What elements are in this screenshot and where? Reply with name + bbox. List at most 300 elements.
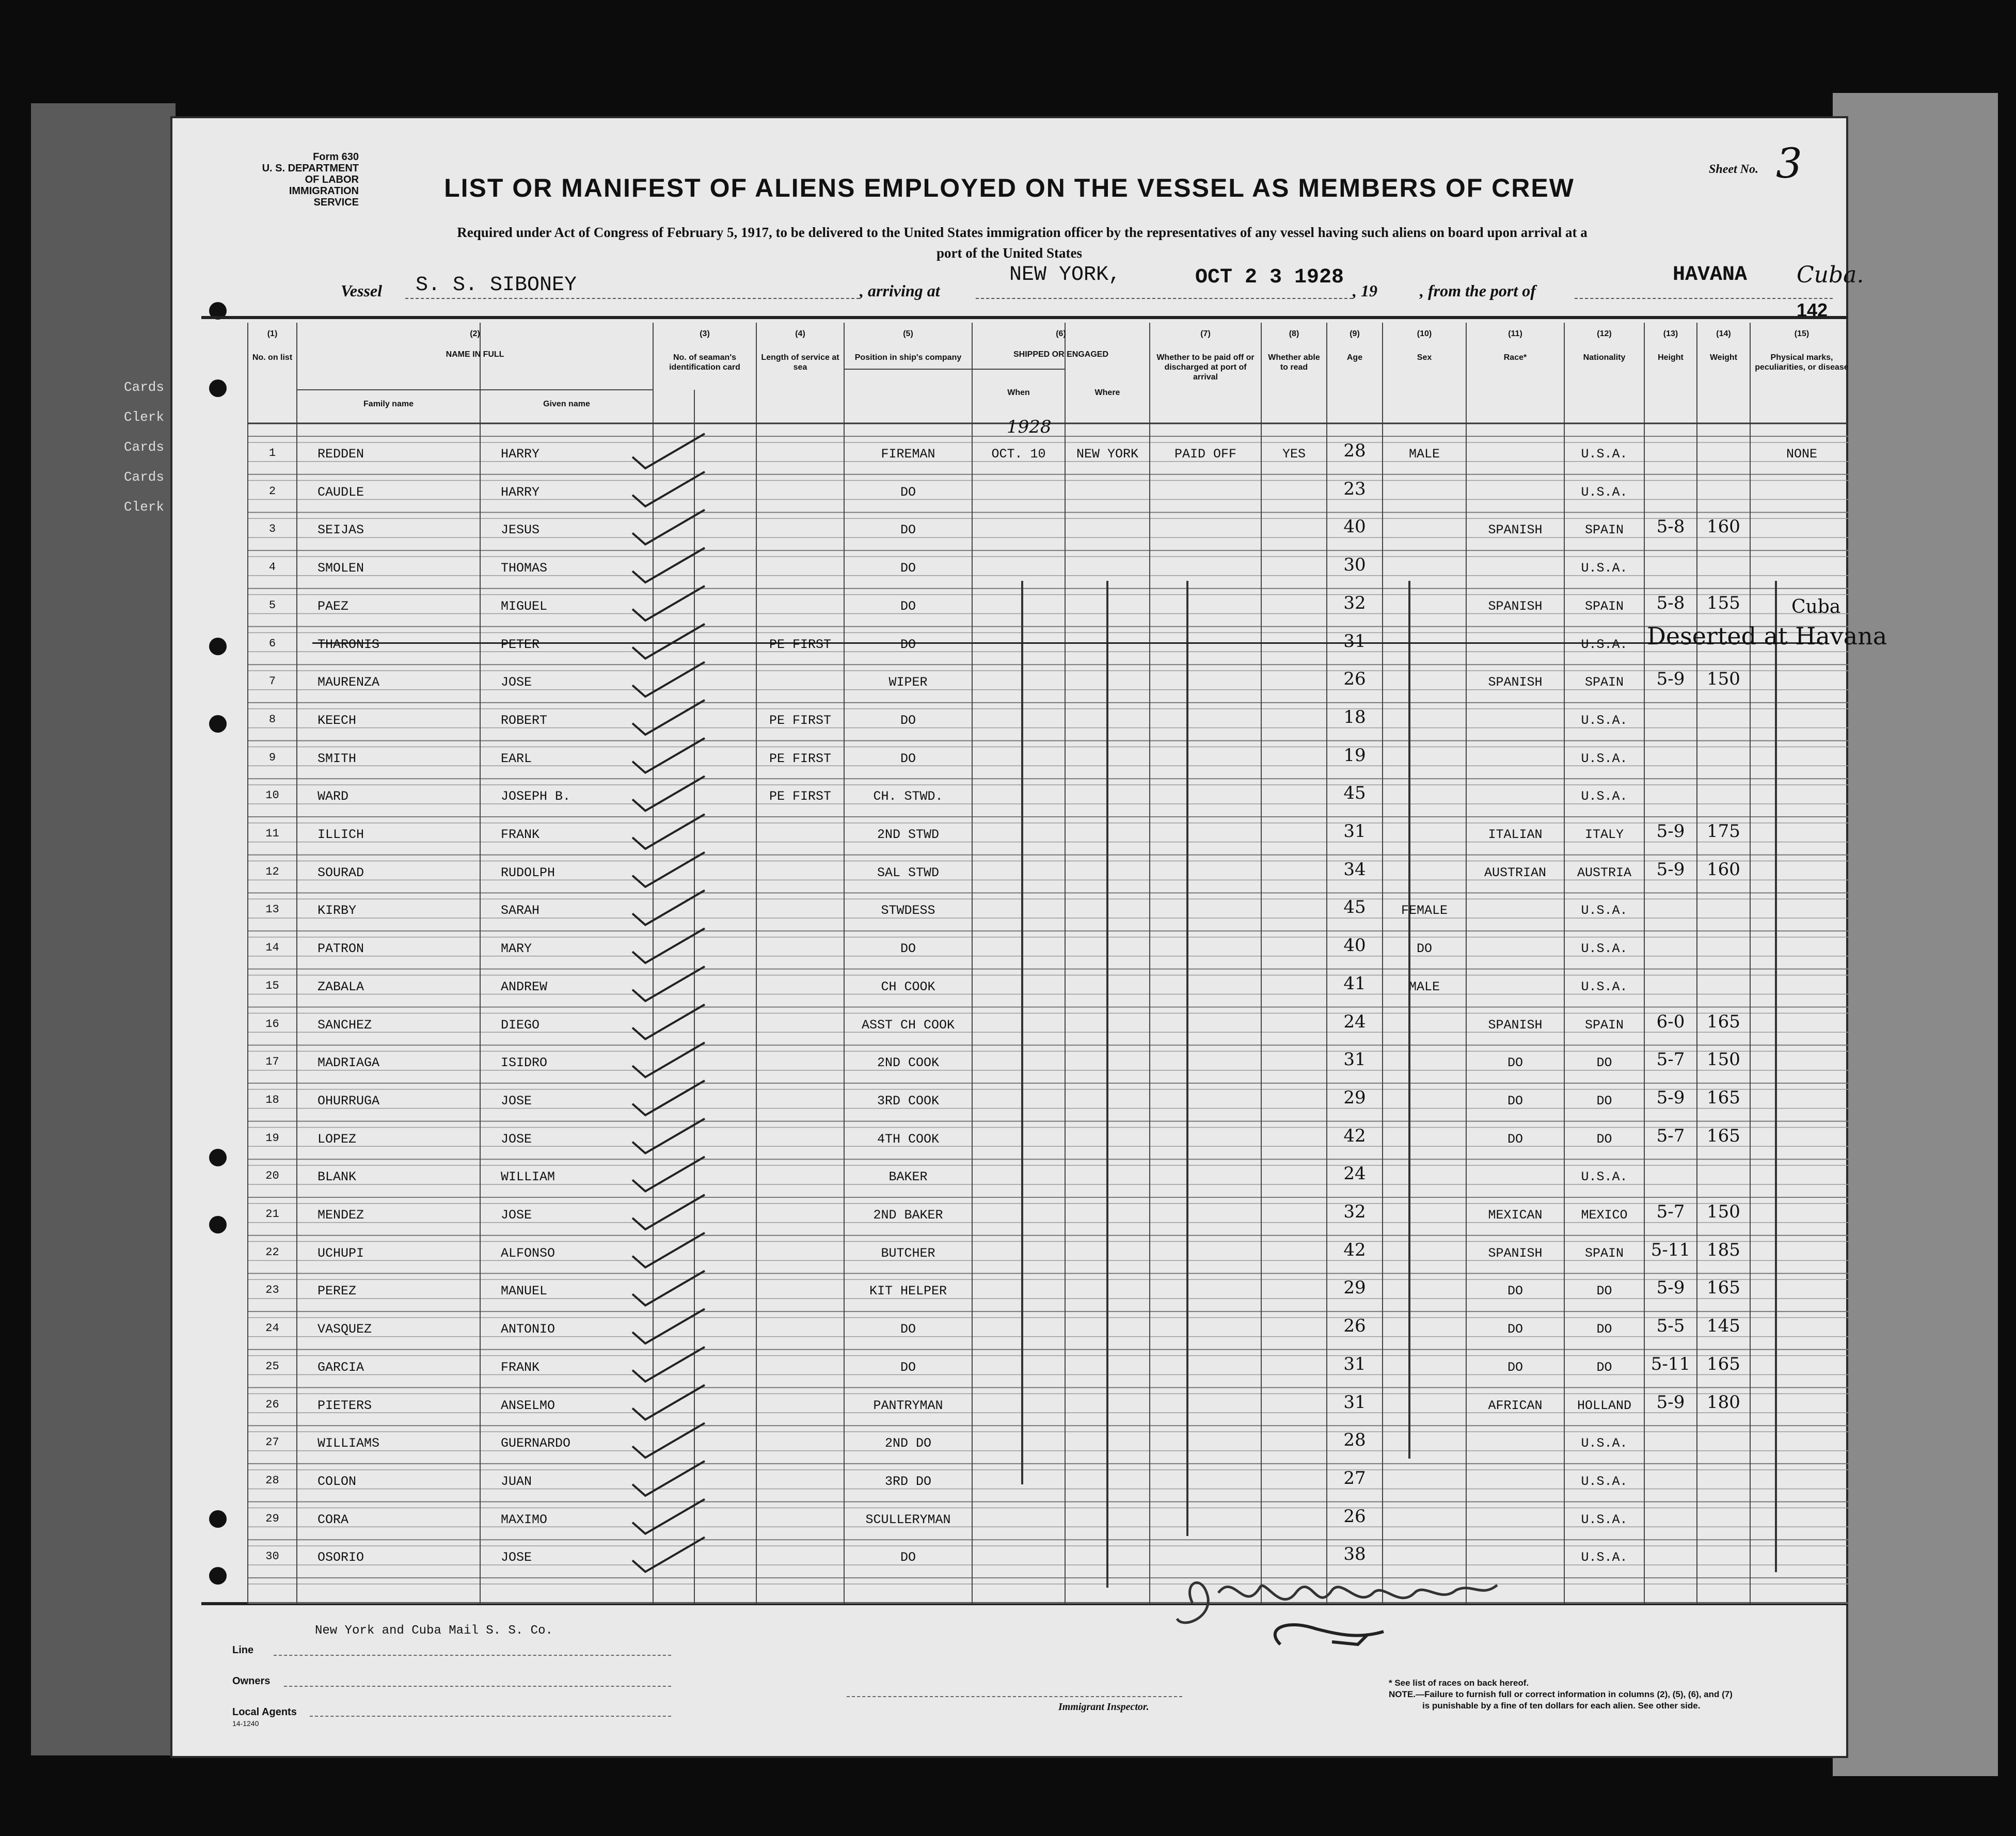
column-header-c12: Nationality xyxy=(1583,353,1626,362)
cell-nationality: SPAIN xyxy=(1584,598,1624,614)
cell-family: UCHUPI xyxy=(318,1245,364,1261)
cell-nationality: U.S.A. xyxy=(1581,447,1628,462)
column-number-c12: (12) xyxy=(1597,329,1612,338)
cell-position: CH. STWD. xyxy=(873,789,943,804)
cell-no: 14 xyxy=(265,941,279,955)
arriving-port: NEW YORK, xyxy=(1009,263,1121,287)
cell-family: LOPEZ xyxy=(318,1131,357,1147)
cell-position: DO xyxy=(900,523,916,538)
column-header-c2: NAME IN FULL xyxy=(446,350,504,359)
cell-given: HARRY xyxy=(501,447,540,462)
column-number-c9: (9) xyxy=(1350,329,1360,338)
cell-given: JOSE xyxy=(501,675,532,690)
cell-nationality: DO xyxy=(1596,1284,1612,1299)
cell-height: 5-11 xyxy=(1650,1239,1691,1260)
column-header-c1: No. on list xyxy=(252,353,293,362)
cell-family: WARD xyxy=(318,789,349,804)
cell-age: 45 xyxy=(1343,897,1366,918)
cell-sex: FEMALE xyxy=(1401,903,1448,919)
cell-no: 28 xyxy=(265,1474,279,1487)
cell-race: SPANISH xyxy=(1488,523,1543,538)
column-number-c14: (14) xyxy=(1716,329,1731,338)
cell-given: JOSE xyxy=(501,1131,532,1147)
deserted-annotation: Deserted at Havana xyxy=(1647,622,1887,650)
cell-age: 26 xyxy=(1343,1506,1366,1527)
cell-age: 31 xyxy=(1343,821,1366,842)
cell-age: 26 xyxy=(1343,1316,1366,1337)
cell-age: 41 xyxy=(1343,973,1366,994)
cell-given: DIEGO xyxy=(501,1017,540,1033)
cell-family: SOURAD xyxy=(318,865,364,880)
cell-given: ANDREW xyxy=(501,979,548,994)
cell-family: PEREZ xyxy=(318,1284,357,1299)
cell-no: 3 xyxy=(268,523,276,536)
cell-race: DO xyxy=(1507,1284,1523,1299)
cell-read: YES xyxy=(1282,447,1306,462)
cell-height: 5-8 xyxy=(1656,516,1685,537)
column-number-c1: (1) xyxy=(267,329,278,338)
cell-weight: 160 xyxy=(1707,859,1740,880)
cell-family: VASQUEZ xyxy=(318,1322,372,1337)
cell-age: 34 xyxy=(1343,859,1366,880)
cell-race: ITALIAN xyxy=(1488,827,1543,842)
cell-nationality: SPAIN xyxy=(1584,675,1624,690)
cell-position: DO xyxy=(900,598,916,614)
side-label: Clerk xyxy=(124,409,165,425)
cell-height: 5-7 xyxy=(1656,1049,1685,1070)
vessel-name: S. S. SIBONEY xyxy=(416,274,577,297)
cell-family: SANCHEZ xyxy=(318,1017,372,1033)
year-label: , 19 xyxy=(1353,281,1377,300)
cell-race: AFRICAN xyxy=(1488,1398,1543,1413)
cell-age: 24 xyxy=(1343,1163,1366,1184)
cell-no: 29 xyxy=(265,1512,279,1525)
cell-given: MIGUEL xyxy=(501,598,548,614)
cell-nationality: DO xyxy=(1596,1093,1612,1109)
column-header-c10: Sex xyxy=(1417,353,1432,362)
cell-position: DO xyxy=(900,1322,916,1337)
cell-no: 11 xyxy=(265,827,279,840)
cell-weight: 150 xyxy=(1707,669,1740,690)
cell-no: 13 xyxy=(265,903,279,916)
column-header-c14: Weight xyxy=(1709,353,1738,362)
column-number-c7: (7) xyxy=(1200,329,1211,338)
cell-no: 23 xyxy=(265,1284,279,1297)
cell-family: KIRBY xyxy=(318,903,357,919)
department: U. S. DEPARTMENT OF LABOR xyxy=(262,163,359,185)
cell-nationality: SPAIN xyxy=(1584,1017,1624,1033)
cell-race: DO xyxy=(1507,1055,1523,1071)
cell-no: 17 xyxy=(265,1055,279,1069)
column-number-c15: (15) xyxy=(1794,329,1809,338)
cell-given: THOMAS xyxy=(501,561,548,576)
fine-note-line1: NOTE.—Failure to furnish full or correct information in columns (2), (5), (6), and (7) xyxy=(1389,1689,1733,1699)
cell-nationality: DO xyxy=(1596,1055,1612,1071)
cell-nationality: AUSTRIA xyxy=(1577,865,1632,880)
column-subheader-c2a: Family name xyxy=(363,400,414,408)
cell-weight: 155 xyxy=(1707,592,1740,613)
cell-position: 2ND COOK xyxy=(877,1055,940,1071)
year-note: 1928 xyxy=(1007,417,1052,437)
cell-height: 5-11 xyxy=(1650,1353,1691,1374)
cell-family: ILLICH xyxy=(318,827,364,842)
cell-given: ROBERT xyxy=(501,713,548,728)
cuba-annotation: Cuba xyxy=(1791,596,1841,618)
sheet-label: Sheet No. xyxy=(1709,163,1758,176)
cell-family: MADRIAGA xyxy=(318,1055,380,1071)
cell-given: ANSELMO xyxy=(501,1398,555,1413)
cell-given: ANTONIO xyxy=(501,1322,555,1337)
cell-no: 21 xyxy=(265,1208,279,1221)
cell-age: 26 xyxy=(1343,669,1366,690)
cell-age: 28 xyxy=(1343,440,1366,461)
cell-race: DO xyxy=(1507,1322,1523,1337)
cell-given: WILLIAM xyxy=(501,1169,555,1185)
cell-family: COLON xyxy=(318,1474,357,1489)
from-port: HAVANA xyxy=(1673,263,1748,287)
cell-weight: 180 xyxy=(1707,1391,1740,1413)
form-number: Form 630 xyxy=(313,151,359,163)
cell-weight: 150 xyxy=(1707,1049,1740,1070)
races-note: * See list of races on back hereof. xyxy=(1389,1678,1529,1688)
cell-given: JUAN xyxy=(501,1474,532,1489)
from-country: Cuba. xyxy=(1797,262,1864,288)
cell-height: 5-9 xyxy=(1656,1087,1685,1108)
column-header-c9: Age xyxy=(1346,353,1363,362)
column-number-c11: (11) xyxy=(1508,329,1522,338)
cell-given: MARY xyxy=(501,941,532,957)
column-number-c3: (3) xyxy=(700,329,710,338)
agents-underline xyxy=(310,1716,671,1717)
cell-given: FRANK xyxy=(501,1359,540,1375)
cell-nationality: U.S.A. xyxy=(1581,789,1628,804)
cell-nationality: U.S.A. xyxy=(1581,484,1628,500)
cell-nationality: DO xyxy=(1596,1359,1612,1375)
cell-age: 28 xyxy=(1343,1430,1366,1451)
cell-nationality: SPAIN xyxy=(1584,523,1624,538)
cell-height: 5-5 xyxy=(1656,1316,1685,1337)
cell-nationality: DO xyxy=(1596,1322,1612,1337)
cell-family: BLANK xyxy=(318,1169,357,1185)
inspector-signature xyxy=(1162,1541,1533,1675)
cell-weight: 160 xyxy=(1707,516,1740,537)
cell-no: 16 xyxy=(265,1017,279,1031)
cell-no: 20 xyxy=(265,1169,279,1183)
cell-given: JOSEPH B. xyxy=(501,789,571,804)
subtitle-line1: Required under Act of Congress of February 5, 1917, to be delivered to the United States immigration officer by the representatives of any vessel having such aliens on board upon arrival at a xyxy=(457,225,1588,240)
cell-age: 45 xyxy=(1343,783,1366,804)
cell-family: PATRON xyxy=(318,941,364,957)
cell-given: JOSE xyxy=(501,1093,532,1109)
cell-when: OCT. 10 xyxy=(991,447,1046,462)
column-number-c2: (2) xyxy=(470,329,480,338)
cell-no: 7 xyxy=(268,675,276,688)
cell-position: SAL STWD xyxy=(877,865,940,880)
side-label: Cards xyxy=(124,469,165,485)
cell-weight: 165 xyxy=(1707,1277,1740,1299)
column-number-c5: (5) xyxy=(903,329,913,338)
cell-age: 24 xyxy=(1343,1011,1366,1032)
arriving-label: , arriving at xyxy=(860,281,940,300)
column-number-c8: (8) xyxy=(1289,329,1299,338)
arrival-date: OCT 2 3 1928 xyxy=(1195,266,1344,289)
cell-age: 31 xyxy=(1343,1391,1366,1413)
cell-age: 32 xyxy=(1343,592,1366,613)
column-subheader-c6b: Where xyxy=(1094,388,1120,397)
line-underline xyxy=(274,1655,671,1656)
cell-given: GUERNARDO xyxy=(501,1436,571,1451)
cell-sex: DO xyxy=(1416,941,1432,957)
cell-given: FRANK xyxy=(501,827,540,842)
cell-position: DO xyxy=(900,751,916,766)
cell-given: JESUS xyxy=(501,523,540,538)
cell-family: GARCIA xyxy=(318,1359,364,1375)
cell-position: 2ND BAKER xyxy=(873,1208,943,1223)
cell-age: 32 xyxy=(1343,1201,1366,1222)
cell-no: 1 xyxy=(268,447,276,460)
cell-paid: PAID OFF xyxy=(1174,447,1237,462)
cell-age: 40 xyxy=(1343,935,1366,956)
agents-label: Local Agents xyxy=(232,1706,297,1718)
cell-position: 2ND STWD xyxy=(877,827,940,842)
column-number-c13: (13) xyxy=(1663,329,1678,338)
cell-age: 29 xyxy=(1343,1277,1366,1299)
cell-given: RUDOLPH xyxy=(501,865,555,880)
cell-no: 8 xyxy=(268,713,276,726)
cell-position: 3RD DO xyxy=(884,1474,931,1489)
column-number-c6: (6) xyxy=(1056,329,1066,338)
cell-family: KEECH xyxy=(318,713,357,728)
cell-nationality: U.S.A. xyxy=(1581,1169,1628,1185)
owners-underline xyxy=(284,1686,671,1687)
column-header-c15: Physical marks, peculiarities, or disease xyxy=(1755,353,1849,372)
cell-nationality: ITALY xyxy=(1584,827,1624,842)
cell-nationality: U.S.A. xyxy=(1581,561,1628,576)
cell-position: PANTRYMAN xyxy=(873,1398,943,1413)
cell-nationality: U.S.A. xyxy=(1581,1436,1628,1451)
cell-position: 2ND DO xyxy=(884,1436,931,1451)
cell-given: PETER xyxy=(501,637,540,652)
inspector-label: Immigrant Inspector. xyxy=(1058,1701,1149,1713)
cell-height: 6-0 xyxy=(1656,1011,1685,1032)
cell-race: SPANISH xyxy=(1488,675,1543,690)
cell-position: FIREMAN xyxy=(881,447,935,462)
cell-position: 4TH COOK xyxy=(877,1131,940,1147)
cell-age: 31 xyxy=(1343,1353,1366,1374)
cell-nationality: SPAIN xyxy=(1584,1245,1624,1261)
side-label: Clerk xyxy=(124,499,165,515)
subtitle-line2: port of the United States xyxy=(936,245,1082,261)
cell-position: SCULLERYMAN xyxy=(865,1512,951,1527)
cell-no: 9 xyxy=(268,751,276,764)
cell-race: DO xyxy=(1507,1093,1523,1109)
column-number-c10: (10) xyxy=(1417,329,1432,338)
cell-family: SEIJAS xyxy=(318,523,364,538)
cell-nationality: DO xyxy=(1596,1131,1612,1147)
column-header-c4: Length of service at sea xyxy=(761,353,839,372)
cell-position: DO xyxy=(900,713,916,728)
cell-nationality: U.S.A. xyxy=(1581,1550,1628,1565)
cell-height: 5-8 xyxy=(1656,592,1685,613)
side-label: Cards xyxy=(124,379,165,395)
sheet-number: 3 xyxy=(1776,139,1802,187)
cell-family: MAURENZA xyxy=(318,675,380,690)
cell-weight: 165 xyxy=(1707,1011,1740,1032)
cell-service: PE FIRST xyxy=(769,789,832,804)
cell-race: DO xyxy=(1507,1359,1523,1375)
cell-nationality: HOLLAND xyxy=(1577,1398,1632,1413)
cell-race: AUSTRIAN xyxy=(1484,865,1547,880)
cell-weight: 175 xyxy=(1707,821,1740,842)
cell-sex: MALE xyxy=(1408,447,1440,462)
cell-given: MANUEL xyxy=(501,1284,548,1299)
cell-no: 24 xyxy=(265,1322,279,1335)
vessel-label: Vessel xyxy=(341,281,382,300)
column-header-c6: SHIPPED OR ENGAGED xyxy=(1013,350,1109,359)
cell-family: CAUDLE xyxy=(318,484,364,500)
cell-marks: NONE xyxy=(1786,447,1817,462)
cell-nationality: U.S.A. xyxy=(1581,1474,1628,1489)
column-header-c3: No. of seaman's identification card xyxy=(669,353,740,372)
cell-age: 27 xyxy=(1343,1467,1366,1489)
cell-height: 5-9 xyxy=(1656,821,1685,842)
cell-nationality: U.S.A. xyxy=(1581,941,1628,957)
cell-position: DO xyxy=(900,1550,916,1565)
column-header-c7: Whether to be paid off or discharged at port of arrival xyxy=(1156,353,1255,382)
cell-family: OSORIO xyxy=(318,1550,364,1565)
cell-service: PE FIRST xyxy=(769,713,832,728)
cell-given: JOSE xyxy=(501,1208,532,1223)
cell-family: SMOLEN xyxy=(318,561,364,576)
cell-height: 5-9 xyxy=(1656,859,1685,880)
cell-no: 27 xyxy=(265,1436,279,1449)
column-subheader-c2b: Given name xyxy=(543,400,590,408)
cell-family: WILLIAMS xyxy=(318,1436,380,1451)
cell-height: 5-9 xyxy=(1656,1391,1685,1413)
column-number-c4: (4) xyxy=(795,329,805,338)
cell-weight: 165 xyxy=(1707,1087,1740,1108)
cell-nationality: MEXICO xyxy=(1581,1208,1628,1223)
cell-nationality: U.S.A. xyxy=(1581,903,1628,919)
cell-age: 19 xyxy=(1343,745,1366,766)
cell-race: SPANISH xyxy=(1488,1017,1543,1033)
cell-race: SPANISH xyxy=(1488,598,1543,614)
cell-position: STWDESS xyxy=(881,903,935,919)
cell-no: 19 xyxy=(265,1131,279,1145)
cell-nationality: U.S.A. xyxy=(1581,713,1628,728)
underlying-folder xyxy=(31,103,176,1755)
cell-race: SPANISH xyxy=(1488,1245,1543,1261)
cell-nationality: U.S.A. xyxy=(1581,751,1628,766)
cell-no: 2 xyxy=(268,484,276,498)
cell-family: SMITH xyxy=(318,751,357,766)
cell-age: 18 xyxy=(1343,706,1366,727)
cell-position: DO xyxy=(900,561,916,576)
cell-given: MAXIMO xyxy=(501,1512,548,1527)
cell-given: JOSE xyxy=(501,1550,532,1565)
cell-position: CH COOK xyxy=(881,979,935,994)
cell-weight: 150 xyxy=(1707,1201,1740,1222)
cell-age: 30 xyxy=(1343,555,1366,576)
service: IMMIGRATION SERVICE xyxy=(289,185,359,208)
cell-age: 40 xyxy=(1343,516,1366,537)
print-code: 14-1240 xyxy=(232,1719,259,1728)
cell-where: NEW YORK xyxy=(1076,447,1139,462)
owners-label: Owners xyxy=(232,1675,271,1687)
cell-age: 38 xyxy=(1343,1544,1366,1565)
cell-given: ALFONSO xyxy=(501,1245,555,1261)
cell-nationality: U.S.A. xyxy=(1581,979,1628,994)
cell-given: HARRY xyxy=(501,484,540,500)
cell-position: DO xyxy=(900,637,916,652)
cell-height: 5-9 xyxy=(1656,669,1685,690)
fine-note-line2: is punishable by a fine of ten dollars for each alien. See other side. xyxy=(1422,1701,1701,1711)
cell-family: MENDEZ xyxy=(318,1208,364,1223)
from-label: , from the port of xyxy=(1420,281,1536,300)
column-subheader-c6a: When xyxy=(1007,388,1030,397)
cell-no: 5 xyxy=(268,598,276,612)
cell-weight: 165 xyxy=(1707,1353,1740,1374)
cell-race: MEXICAN xyxy=(1488,1208,1543,1223)
cell-service: PE FIRST xyxy=(769,751,832,766)
column-header-c5: Position in ship's company xyxy=(854,353,962,362)
line-label: Line xyxy=(232,1644,254,1656)
cell-position: DO xyxy=(900,941,916,957)
manifest-sheet xyxy=(170,116,1887,1758)
cell-family: CORA xyxy=(318,1512,349,1527)
inspector-underline xyxy=(847,1696,1182,1697)
cell-no: 4 xyxy=(268,561,276,574)
cell-no: 25 xyxy=(265,1359,279,1373)
form-title: LIST OR MANIFEST OF ALIENS EMPLOYED ON THE VESSEL AS MEMBERS OF CREW xyxy=(444,173,1575,202)
column-header-c13: Height xyxy=(1658,353,1684,362)
cell-age: 31 xyxy=(1343,1049,1366,1070)
cell-height: 5-9 xyxy=(1656,1277,1685,1299)
cell-given: SARAH xyxy=(501,903,540,919)
column-header-c8: Whether able to read xyxy=(1268,353,1320,372)
cell-position: 3RD COOK xyxy=(877,1093,940,1109)
cell-family: ZABALA xyxy=(318,979,364,994)
cell-no: 15 xyxy=(265,979,279,992)
cell-family: THARONIS xyxy=(318,637,380,652)
cell-no: 6 xyxy=(268,637,276,650)
cell-age: 29 xyxy=(1343,1087,1366,1108)
cell-sex: MALE xyxy=(1408,979,1440,994)
cell-no: 12 xyxy=(265,865,279,878)
cell-age: 31 xyxy=(1343,630,1366,652)
cell-no: 30 xyxy=(265,1550,279,1563)
cell-position: KIT HELPER xyxy=(869,1284,947,1299)
cell-weight: 145 xyxy=(1707,1316,1740,1337)
cell-position: DO xyxy=(900,484,916,500)
cell-nationality: U.S.A. xyxy=(1581,1512,1628,1527)
cell-height: 5-7 xyxy=(1656,1125,1685,1146)
company-name: New York and Cuba Mail S. S. Co. xyxy=(315,1624,553,1638)
cell-age: 23 xyxy=(1343,478,1366,499)
cell-given: EARL xyxy=(501,751,532,766)
cell-service: PE FIRST xyxy=(769,637,832,652)
stamp-number: 142 xyxy=(1797,299,1828,321)
cell-position: DO xyxy=(900,1359,916,1375)
cell-position: BAKER xyxy=(888,1169,928,1185)
cell-age: 42 xyxy=(1343,1239,1366,1260)
side-label: Cards xyxy=(124,439,165,455)
cell-family: OHURRUGA xyxy=(318,1093,380,1109)
cell-given: ISIDRO xyxy=(501,1055,548,1071)
cell-family: PAEZ xyxy=(318,598,349,614)
cell-no: 10 xyxy=(265,789,279,802)
column-header-c11: Race* xyxy=(1503,353,1527,362)
